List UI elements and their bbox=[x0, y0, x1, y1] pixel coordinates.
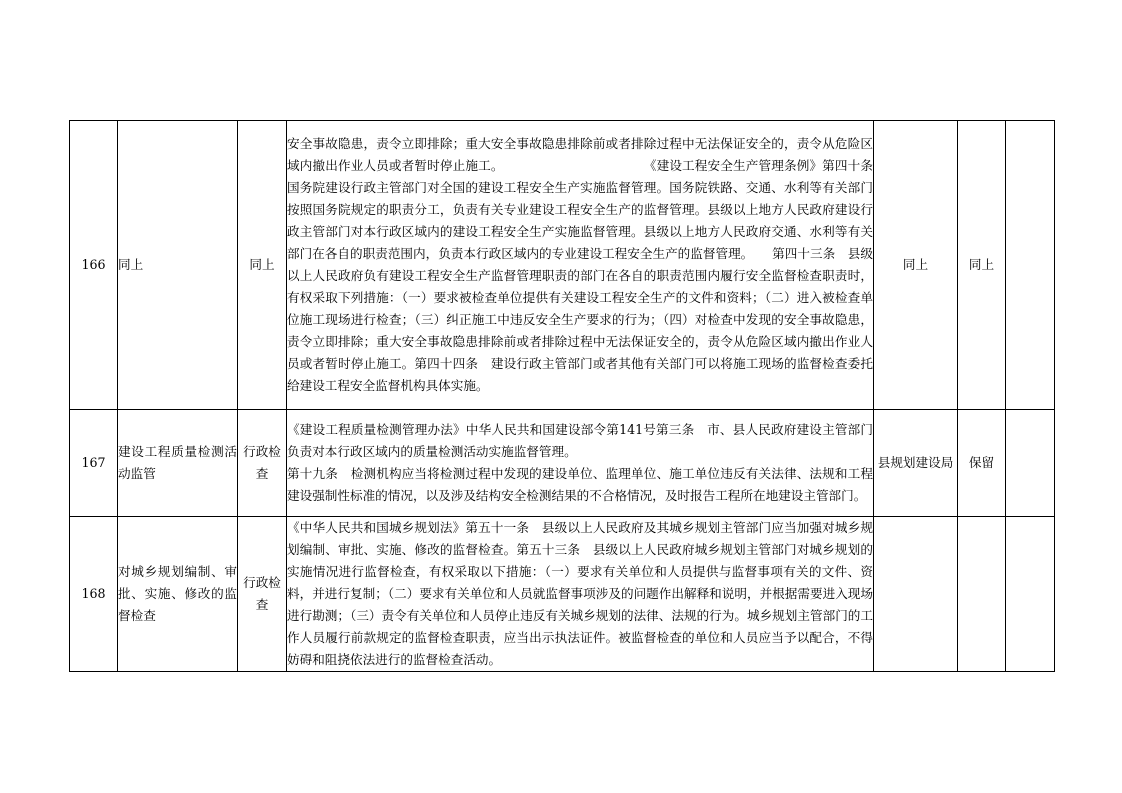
legal-basis bbox=[287, 410, 874, 517]
item-number: 166 bbox=[70, 121, 118, 410]
responsible-department: 县规划建设局 bbox=[874, 410, 958, 517]
item-type: 同上 bbox=[238, 121, 287, 410]
item-type: 行政检查 bbox=[238, 517, 287, 672]
legal-basis-paragraph: 《中华人民共和国城乡规划法》第五十一条 县级以上人民政府及其城乡规划主管部门应当加强对城乡规划编制、审批、实施、修改的监督检查。第五十三条 县级以上人民政府城乡规划主管部门对城乡规划的实施情况进行监督检查，有权采取以下措施：（一）要求有关单位和人员提供与监督事项有关的文件、资料，并进行复制；（二）要求有关单位和人员就监督事项涉及的问题作出解释和说明，并根据需要进入现场进行勘测；（三）责令有关单位和人员停止违反有关城乡规划的法律、法规的行为。城乡规划主管部门的工作人员履行前款规定的监督检查职责，应当出示执法证件。被监督检查的单位和人员应当予以配合，不得妨碍和阻挠依法进行的监督检查活动。 bbox=[287, 520, 873, 667]
item-type: 行政检查 bbox=[238, 410, 287, 517]
item-number: 168 bbox=[70, 517, 118, 672]
inspection-items-table bbox=[69, 120, 1055, 672]
legal-basis-paragraph: 第十九条 检测机构应当将检测过程中发现的建设单位、监理单位、施工单位违反有关法律、法规和工程建设强制性标准的情况，以及涉及结构安全检测结果的不合格情况，及时报告工程所在地建设主管部门。 bbox=[287, 466, 873, 503]
item-status: 保留 bbox=[958, 410, 1006, 517]
item-number: 167 bbox=[70, 410, 118, 517]
legal-basis-paragraph: 安全事故隐患，责令立即排除；重大安全事故隐患排除前或者排除过程中无法保证安全的，责令从危险区域内撤出作业人员或者暂时停止施工。 《建设工程安全生产管理条例》第四十条 国务院建设行政主管部门对全国的建设工程安全生产实施监督管理。国务院铁路、交通、水利等有关部门按照国务院规定的职责分工，负责有关专业建设工程安全生产的监督管理。县级以上地方人民政府建设行政主管部门对本行政区域内的建设工程安全生产实施监督管理。县级以上地方人民政府交通、水利等有关部门在各自的职责范围内，负责本行政区域内的专业建设工程安全生产的监督管理。 第四十三条 县级以上人民政府负有建设工程安全生产监督管理职责的部门在各自的职责范围内履行安全监督检查职责时，有权采取下列措施：（一）要求被检查单位提供有关建设工程安全生产的文件和资料；（二）进入被检查单位施工现场进行检查；（三）纠正施工中违反安全生产要求的行为；（四）对检查中发现的安全事故隐患，责令立即排除；重大安全事故隐患排除前或者排除过程中无法保证安全的，责令从危险区域内撤出作业人员或者暂时停止施工。第四十四条 建设行政主管部门或者其他有关部门可以将施工现场的监督检查委托给建设工程安全监督机构具体实施。 bbox=[287, 136, 886, 393]
item-name: 同上 bbox=[118, 121, 238, 410]
remarks-cell bbox=[1006, 410, 1055, 517]
table-row bbox=[70, 410, 1055, 517]
remarks-cell bbox=[1006, 517, 1055, 672]
legal-basis-paragraph: 《建设工程质量检测管理办法》中华人民共和国建设部令第141号第三条 市、县人民政府建设主管部门负责对本行政区域内的质量检测活动实施监督管理。 bbox=[287, 422, 873, 459]
item-status bbox=[958, 517, 1006, 672]
legal-basis bbox=[287, 517, 874, 672]
table-row bbox=[70, 121, 1055, 410]
table-row bbox=[70, 517, 1055, 672]
remarks-cell bbox=[1006, 121, 1055, 410]
legal-basis bbox=[287, 121, 886, 410]
responsible-department: 同上 bbox=[874, 121, 958, 410]
item-name: 对城乡规划编制、审批、实施、修改的监督检查 bbox=[118, 517, 238, 672]
item-status: 同上 bbox=[958, 121, 1006, 410]
item-name: 建设工程质量检测活动监管 bbox=[118, 410, 238, 517]
responsible-department bbox=[874, 517, 958, 672]
